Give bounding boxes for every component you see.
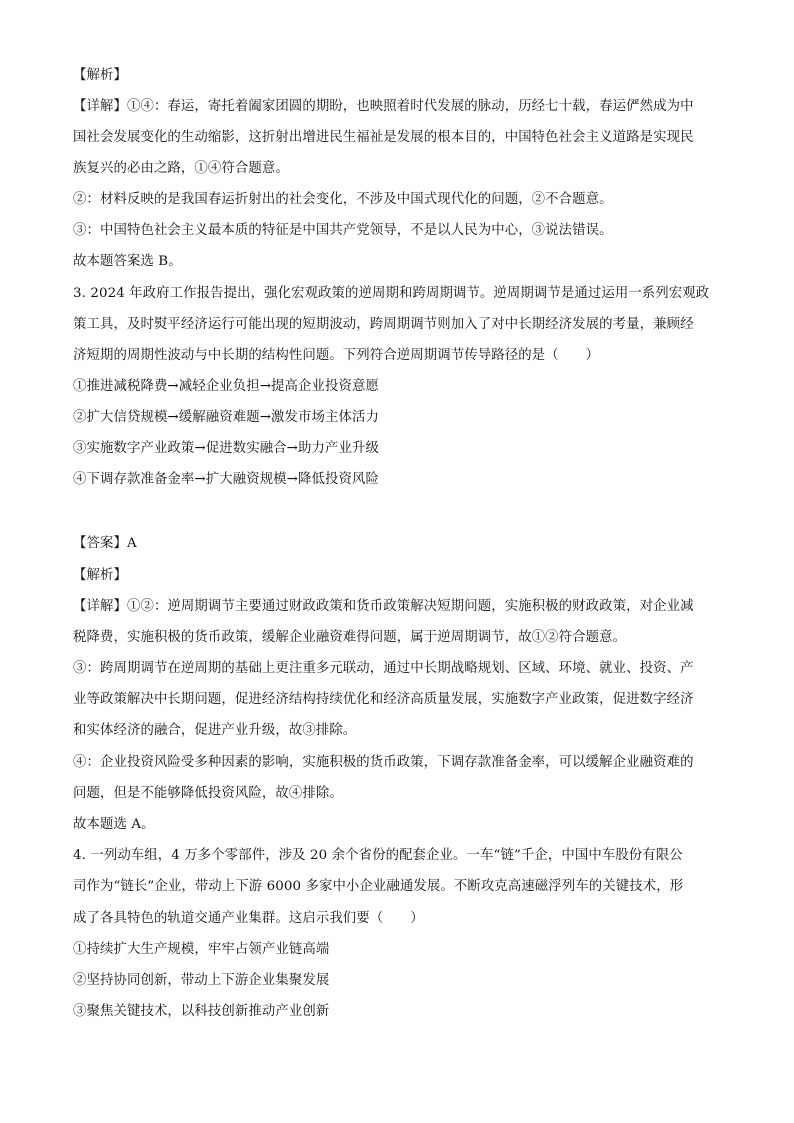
- section-label-analysis: 【解析】: [73, 68, 127, 83]
- section-label-analysis: 【解析】: [73, 568, 127, 583]
- paragraph-line: 族复兴的必由之路，①④符合题意。: [73, 161, 289, 176]
- statement-item: ①推进减税降费→减轻企业负担→提高企业投资意愿: [73, 379, 379, 394]
- paragraph-line: ③：中国特色社会主义最本质的特征是中国共产党领导，不是以人民为中心，③说法错误。: [73, 223, 613, 238]
- statement-item: ②扩大信贷规模→缓解融资难题→激发市场主体活力: [73, 410, 379, 425]
- paragraph-line: ④：企业投资风险受多种因素的影响，实施积极的货币政策，下调存款准备金率，可以缓解企业融资难的: [73, 755, 694, 770]
- question-4-line: 司作为“链长”企业，带动上下游 6000 多家中小企业融通发展。不断攻克高速磁浮列车的关键技术，形: [73, 879, 684, 894]
- answer-summary: 故本题答案选 B。: [73, 254, 182, 269]
- answer-summary: 故本题选 A。: [73, 817, 155, 832]
- statement-item: ③实施数字产业政策→促进数实融合→助力产业升级: [73, 441, 379, 456]
- statement-item: ①持续扩大生产规模，牢牢占领产业链高端: [73, 942, 330, 957]
- question-4-line: 4. 一列动车组，4 万多个零部件，涉及 20 余个省份的配套企业。一车“链”千企，中国中车股份有限公: [73, 848, 683, 863]
- statement-item: ③聚焦关键技术，以科技创新推动产业创新: [73, 1004, 330, 1019]
- question-3-line: 策工具，及时熨平经济运行可能出现的短期波动，跨周期调节则加入了对中长期经济发展的考量，兼顾经: [73, 317, 694, 332]
- question-3-line: 济短期的周期性波动与中长期的结构性问题。下列符合逆周期调节传导路径的是（ ）: [73, 348, 600, 363]
- paragraph-line: 问题，但是不能够降低投资风险，故④排除。: [73, 786, 343, 801]
- paragraph-line: ③：跨周期调节在逆周期的基础上更注重多元联动，通过中长期战略规划、区域、环境、就业、投资、产: [73, 661, 694, 676]
- paragraph-line: 税降费，实施积极的货币政策，缓解企业融资难得问题，属于逆周期调节，故①②符合题意。: [73, 630, 627, 645]
- paragraph-line: 和实体经济的融合，促进产业升级，故③排除。: [73, 723, 357, 738]
- answer-label: 【答案】A: [73, 536, 137, 551]
- statement-item: ④下调存款准备金率→扩大融资规模→降低投资风险: [73, 472, 379, 487]
- paragraph-line: 业等政策解决中长期问题，促进经济结构持续优化和经济高质量发展，实施数字产业政策，促进数字经济: [73, 692, 694, 707]
- question-3-line: 3. 2024 年政府工作报告提出，强化宏观政策的逆周期和跨周期调节。逆周期调节是通过运用一系列宏观政: [73, 286, 710, 301]
- statement-item: ②坚持协同创新，带动上下游企业集聚发展: [73, 973, 330, 988]
- paragraph-line: 【详解】①②：逆周期调节主要通过财政政策和货币政策解决短期问题，实施积极的财政政策，对企业减: [73, 599, 694, 614]
- paragraph-line: ②：材料反映的是我国春运折射出的社会变化，不涉及中国式现代化的问题，②不合题意。: [73, 192, 613, 207]
- paragraph-line: 【详解】①④：春运，寄托着阖家团圆的期盼，也映照着时代发展的脉动，历经七十载，春运俨然成为中: [73, 99, 694, 114]
- paragraph-line: 国社会发展变化的生动缩影，这折射出增进民生福祉是发展的根本目的，中国特色社会主义道路是实现民: [73, 130, 694, 145]
- question-4-line: 成了各具特色的轨道交通产业集群。这启示我们要（ ）: [73, 911, 424, 926]
